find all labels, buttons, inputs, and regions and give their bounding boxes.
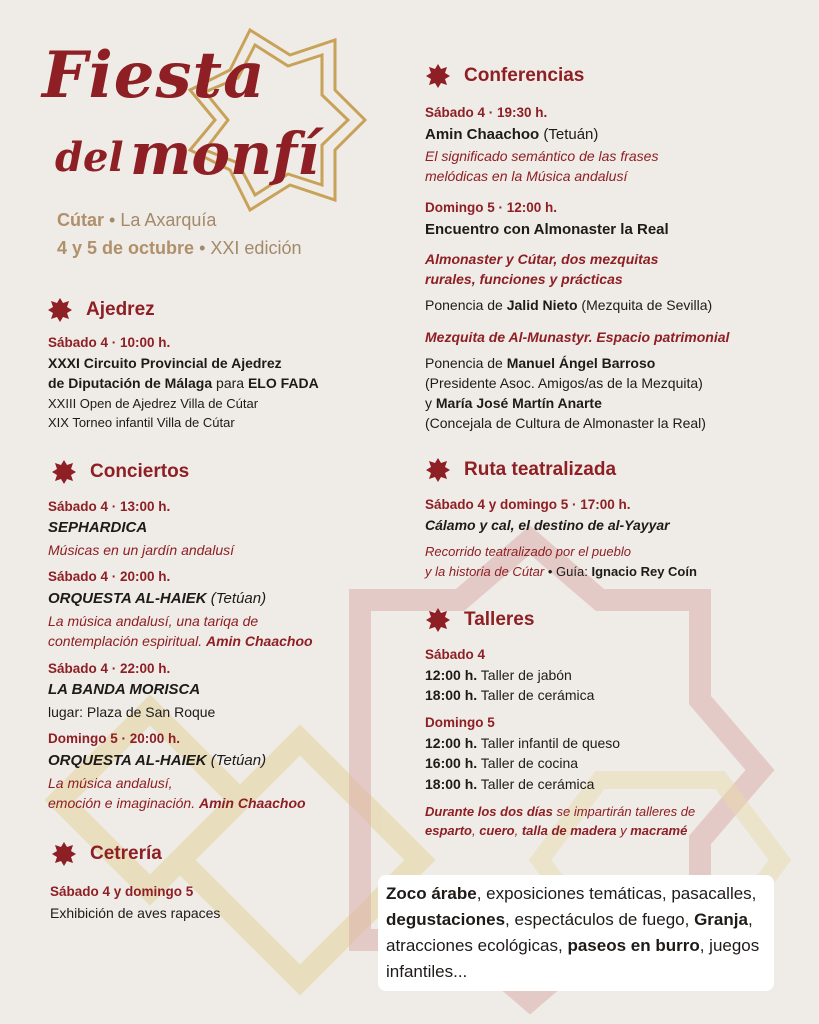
- ajedrez-line4: XIX Torneo infantil Villa de Cútar: [48, 415, 235, 430]
- concierto3-title: LA BANDA MORISCA: [48, 681, 201, 698]
- edition: XXI edición: [210, 238, 302, 258]
- concierto3-date: Sábado 4 · 22:00 h.: [48, 661, 171, 676]
- star-icon: [426, 64, 450, 88]
- conf1-desc1: El significado semántico de las frases: [425, 148, 659, 164]
- conf2-p1a: Ponencia de: [425, 297, 503, 313]
- ruta-desc2-text: y la historia de Cútar: [425, 564, 545, 579]
- ruta-desc1: Recorrido teatralizado por el pueblo: [425, 544, 631, 559]
- zoco-b: , exposiciones temáticas, pasacalles,: [476, 884, 757, 903]
- talleres-day2: Domingo 5: [425, 715, 495, 730]
- note-f: y: [620, 823, 627, 838]
- concierto4-desc1: La música andalusí,: [48, 775, 173, 791]
- ajedrez-line2: [48, 374, 319, 393]
- conf2-title: Encuentro con Almonaster la Real: [425, 221, 669, 238]
- concierto4-desc2: [48, 794, 306, 813]
- place: Cútar: [57, 210, 105, 230]
- note-a: Durante los dos días: [425, 804, 553, 819]
- concierto2-origin: (Tetúan): [210, 590, 267, 607]
- concierto1-desc: Músicas en un jardín andalusí: [48, 542, 234, 558]
- ajedrez-line2b: para: [216, 375, 245, 391]
- taller-item: [425, 754, 578, 773]
- concierto2-desc2: [48, 632, 313, 651]
- dates: 4 y 5 de octubre: [57, 238, 195, 258]
- conf2-p2b: Manuel Ángel Barroso: [506, 355, 656, 371]
- zoco-e: Granja: [694, 910, 748, 929]
- taller-time: 12:00 h.: [425, 667, 478, 683]
- cetreria-desc: Exhibición de aves rapaces: [50, 905, 221, 921]
- heading-conciertos: Conciertos: [90, 461, 190, 482]
- ajedrez-date: Sábado 4 · 10:00 h.: [48, 335, 171, 350]
- section-heading-conferencias: [426, 64, 584, 88]
- heading-ruta: Ruta teatralizada: [464, 459, 617, 480]
- section-heading-ajedrez: [48, 298, 155, 322]
- taller-name: Taller de cerámica: [480, 687, 595, 703]
- taller-name: Taller de cerámica: [480, 776, 595, 792]
- conf1-desc2: melódicas en la Música andalusí: [425, 168, 628, 184]
- conf2-p3a: y: [425, 395, 432, 411]
- taller-item: [425, 666, 572, 685]
- zoco-f: , atracciones ecológicas,: [386, 910, 753, 955]
- conf2-sub3: Mezquita de Al-Munastyr. Espacio patrimonial: [425, 329, 730, 345]
- ruta-desc2: [425, 563, 697, 580]
- header-location: [57, 210, 216, 231]
- zoco-h: , juegos infantiles...: [386, 936, 760, 981]
- zoco-g: paseos en burro: [567, 936, 700, 955]
- conf2-p1b: Jalid Nieto: [506, 297, 578, 313]
- section-heading-cetreria: [52, 842, 162, 866]
- taller-item: [425, 734, 620, 753]
- star-icon: [426, 608, 450, 632]
- concierto4-desc2-text: emoción e imaginación.: [48, 795, 196, 811]
- taller-item: [425, 686, 594, 705]
- taller-name: Taller infantil de queso: [480, 735, 621, 751]
- ruta-guide: Ignacio Rey Coín: [591, 564, 697, 579]
- zoco-a: Zoco árabe: [386, 884, 477, 903]
- section-heading-conciertos: [52, 460, 189, 484]
- ruta-date: Sábado 4 y domingo 5 · 17:00 h.: [425, 497, 631, 512]
- taller-time: 16:00 h.: [425, 755, 478, 771]
- sep2: •: [199, 238, 206, 258]
- section-heading-ruta: [426, 458, 616, 482]
- taller-time: 18:00 h.: [425, 687, 478, 703]
- conf2-sub1: Almonaster y Cútar, dos mezquitas: [425, 251, 659, 267]
- ruta-title: Cálamo y cal, el destino de al-Yayyar: [425, 517, 670, 533]
- concierto2-desc2-text: contemplación espiritual.: [48, 633, 203, 649]
- conf1-name: Amin Chaachoo: [425, 126, 540, 143]
- conf2-sub2: rurales, funciones y prácticas: [425, 271, 623, 287]
- star-icon: [52, 842, 76, 866]
- star-icon: [426, 458, 450, 482]
- cetreria-date: Sábado 4 y domingo 5: [50, 884, 194, 899]
- ajedrez-line1: XXXI Circuito Provincial de Ajedrez: [48, 355, 282, 371]
- conf2-date: Domingo 5 · 12:00 h.: [425, 200, 558, 215]
- conf2-ponencia1: [425, 296, 712, 315]
- conf2-p2c: (Presidente Asoc. Amigos/as de la Mezquita): [425, 375, 703, 391]
- talleres-note1: [425, 803, 695, 820]
- heading-talleres: Talleres: [464, 609, 535, 630]
- conf2-ponencia2: [425, 354, 655, 373]
- concierto4-author: Amin Chaachoo: [198, 795, 306, 811]
- region: La Axarquía: [120, 210, 217, 230]
- note-g: macramé: [630, 823, 688, 838]
- taller-item: [425, 775, 594, 794]
- note-d: cuero: [479, 823, 515, 838]
- title-del: del: [55, 134, 124, 181]
- concierto4-origin: (Tetúan): [210, 752, 267, 769]
- talleres-day1: Sábado 4: [425, 647, 486, 662]
- ajedrez-line2a: de Diputación de Málaga: [48, 375, 213, 391]
- heading-ajedrez: Ajedrez: [86, 299, 155, 320]
- concierto4-date: Domingo 5 · 20:00 h.: [48, 731, 181, 746]
- concierto1-date: Sábado 4 · 13:00 h.: [48, 499, 171, 514]
- heading-cetreria: Cetrería: [90, 843, 162, 864]
- concierto2-name: ORQUESTA AL-HAIEK: [48, 590, 207, 607]
- star-icon: [52, 460, 76, 484]
- ajedrez-line2c: ELO FADA: [247, 375, 319, 391]
- concierto1-title: SEPHARDICA: [48, 519, 148, 536]
- concierto2-author: Amin Chaachoo: [205, 633, 313, 649]
- section-heading-talleres: [426, 608, 534, 632]
- note-c: esparto: [425, 823, 472, 838]
- concierto2-date: Sábado 4 · 20:00 h.: [48, 569, 171, 584]
- conf1-origin: (Tetuán): [543, 126, 599, 143]
- ruta-guide-label: • Guía:: [547, 564, 588, 579]
- star-icon: [48, 298, 72, 322]
- conf2-p2a: Ponencia de: [425, 355, 503, 371]
- conf2-ponencia3: [425, 394, 602, 413]
- header-dates: [57, 238, 301, 259]
- talleres-note2: esparto, cuero, talla de madera y macramé: [425, 823, 688, 838]
- conf2-p1c: (Mezquita de Sevilla): [581, 297, 713, 313]
- taller-time: 18:00 h.: [425, 776, 478, 792]
- taller-name: Taller de cocina: [480, 755, 579, 771]
- concierto4-name: ORQUESTA AL-HAIEK: [48, 752, 207, 769]
- concierto4-title: [48, 751, 266, 770]
- zoco-c: degustaciones: [386, 910, 506, 929]
- sep: •: [109, 210, 116, 230]
- conf1-date: Sábado 4 · 19:30 h.: [425, 105, 548, 120]
- conf2-p3b: María José Martín Anarte: [435, 395, 602, 411]
- taller-name: Taller de jabón: [480, 667, 572, 683]
- zoco-box: [378, 875, 774, 991]
- note-b: se impartirán talleres de: [556, 804, 696, 819]
- conf2-p3c: (Concejala de Cultura de Almonaster la Real): [425, 415, 706, 431]
- taller-time: 12:00 h.: [425, 735, 478, 751]
- concierto2-desc1: La música andalusí, una tariqa de: [48, 613, 259, 629]
- concierto2-title: [48, 589, 266, 608]
- heading-conferencias: Conferencias: [464, 65, 585, 86]
- zoco-d: , espectáculos de fuego,: [505, 910, 690, 929]
- conf1-speaker: [425, 125, 598, 144]
- title-monfi: monfí: [130, 120, 320, 188]
- ajedrez-line3: XXIII Open de Ajedrez Villa de Cútar: [48, 396, 259, 411]
- title-fiesta: Fiesta: [42, 38, 266, 113]
- concierto3-desc: lugar: Plaza de San Roque: [48, 704, 216, 720]
- note-e: talla de madera: [521, 823, 617, 838]
